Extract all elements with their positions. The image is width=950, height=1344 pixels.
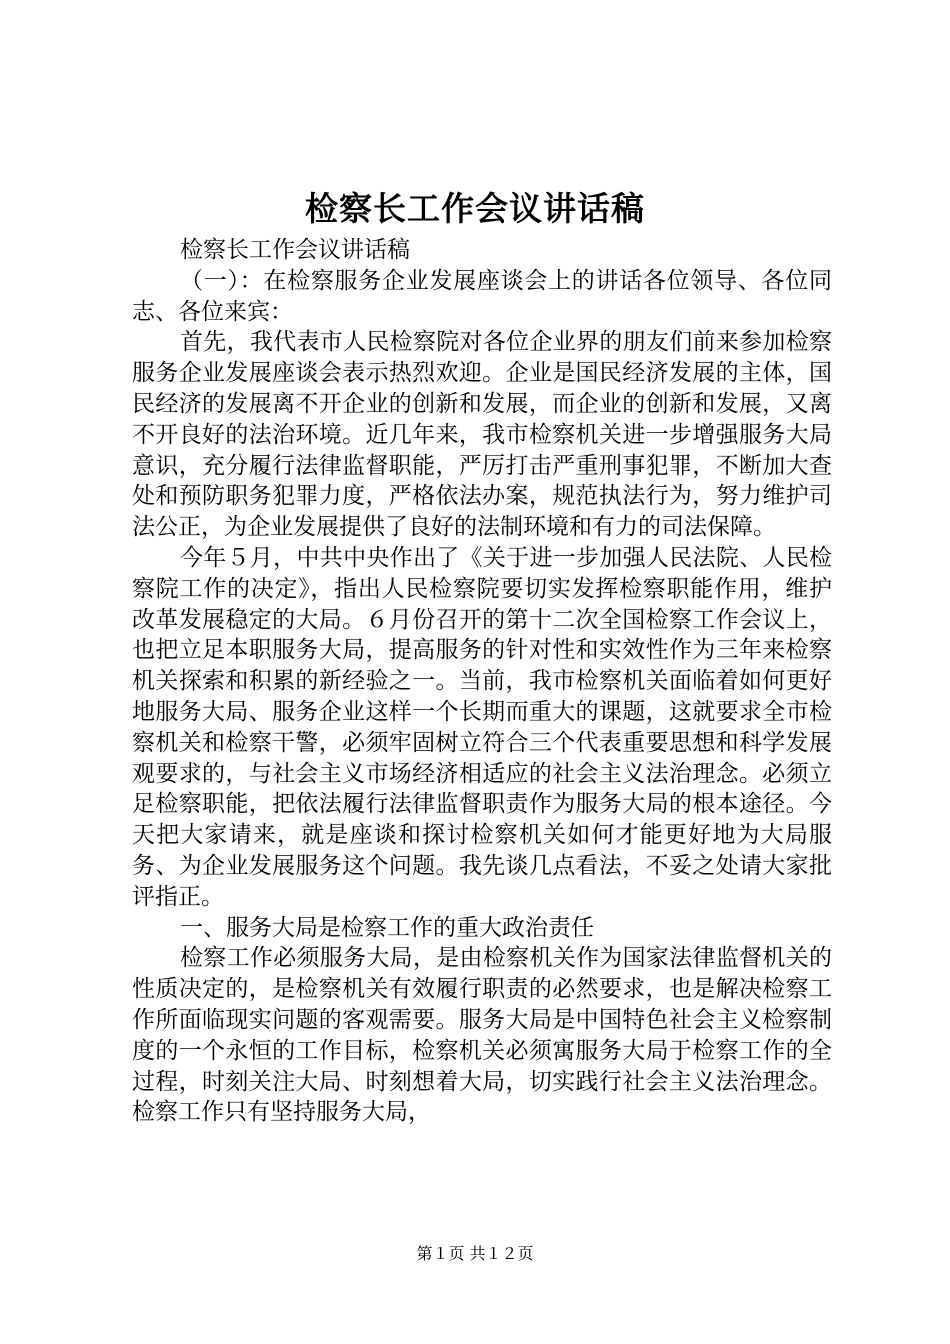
document-title: 检察长工作会议讲话稿 (305, 189, 645, 228)
section-heading: 一、服务大局是检察工作的重大政治责任 (180, 914, 594, 941)
document-body (132, 235, 832, 1128)
paragraph-welcome: 首先，我代表市人民检察院对各位企业界的朋友们前来参加检察服务企业发展座谈会表示热烈欢迎。企业是国民经济发展的主体，国民经济的发展离不开企业的创新和发展，而企业的创新和发展，又离不开良好的法治环境。近几年来，我市检察机关进一步增强服务大局意识，充分履行法律监督职能，严厉打击严重刑事犯罪，不断加大查处和预防职务犯罪力度，严格依法办案，规范执法行为，努力维护司法公正，为企业发展提供了良好的法制环境和有力的司法保障。 (132, 329, 832, 541)
paragraph-subtitle: 检察长工作会议讲话稿 (180, 237, 410, 263)
page-footer: 第１页 共１２页 (416, 1244, 534, 1263)
paragraph-service: 检察工作必须服务大局，是由检察机关作为国家法律监督机关的性质决定的，是检察机关有效履行职责的必然要求，也是解决检察工作所面临现实问题的客观需要。服务大局是中国特色社会主义检察制度的一个永恒的工作目标，检察机关必须寓服务大局于检察工作的全过程，时刻关注大局、时刻想着大局，切实践行社会主义法治理念。检察工作只有坚持服务大局， (132, 945, 832, 1126)
paragraph-decision: 今年５月，中共中央作出了《关于进一步加强人民法院、人民检察院工作的决定》，指出人民检察院要切实发挥检察职能作用，维护改革发展稳定的大局。６月份召开的第十二次全国检察工作会议上，也把立足本职服务大局，提高服务的针对性和实效性作为三年来检察机关探索和积累的新经验之一。当前，我市检察机关面临着如何更好地服务大局、服务企业这样一个长期而重大的课题，这就要求全市检察机关和检察干警，必须牢固树立符合三个代表重要思想和科学发展观要求的，与社会主义市场经济相适应的社会主义法治理念。必须立足检察职能，把依法履行法律监督职责作为服务大局的根本途径。今天把大家请来，就是座谈和探讨检察机关如何才能更好地为大局服务、为企业发展服务这个问题。我先谈几点看法，不妥之处请大家批评指正。 (132, 544, 832, 910)
paragraph-salutation: （一）：在检察服务企业发展座谈会上的讲话各位领导、各位同志、各位来宾： (132, 267, 832, 325)
